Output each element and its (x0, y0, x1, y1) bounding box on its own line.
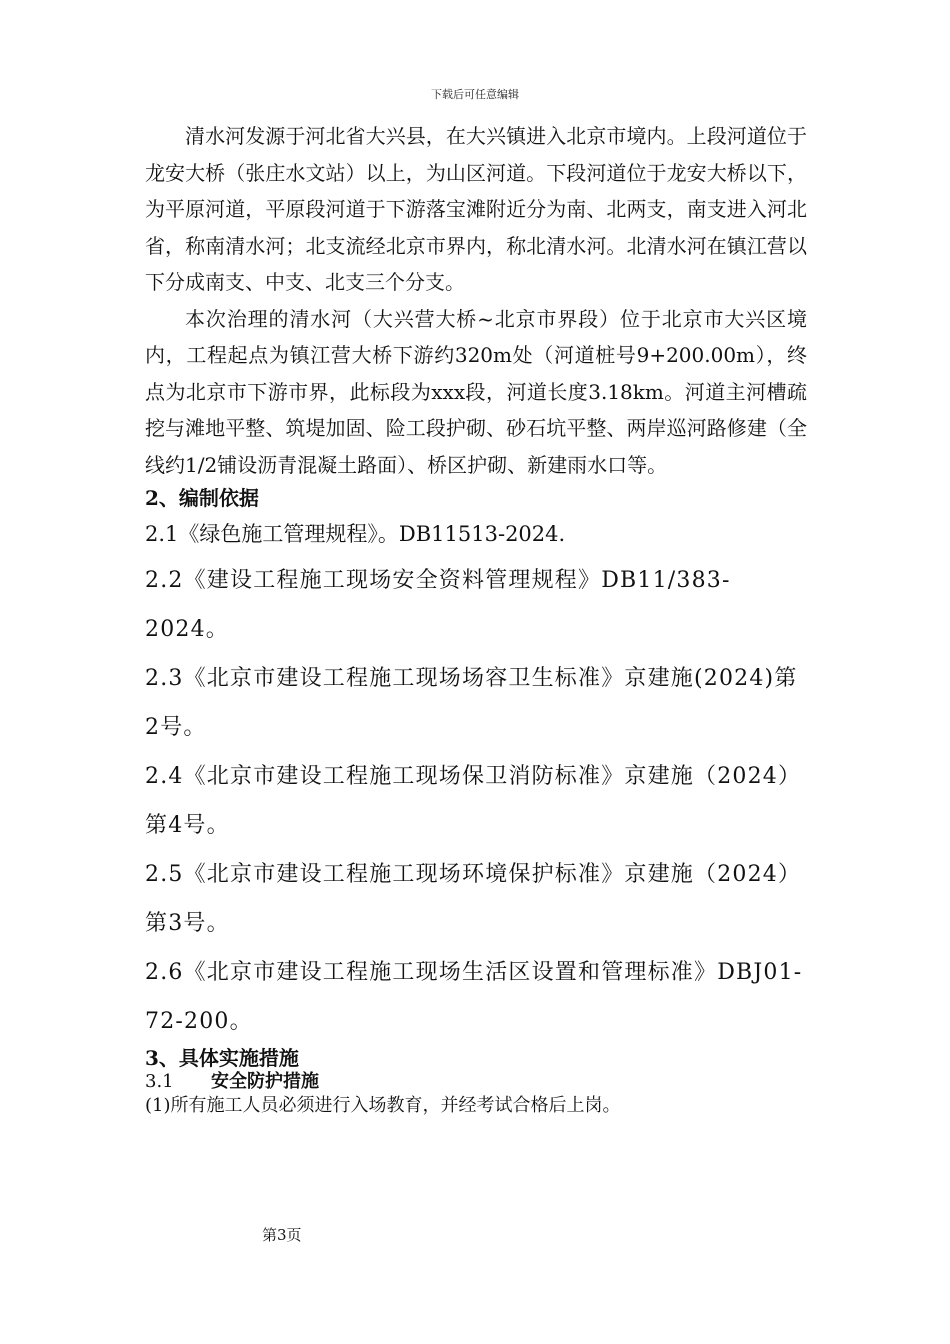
section-heading-basis: 2、编制依据 (145, 486, 259, 510)
reference-item: 2.5《北京市建设工程施工现场环境保护标准》京建施（2024）第3号。 (145, 862, 802, 936)
reference-item: 2.3《北京市建设工程施工现场场容卫生标准》京建施(2024)第2号。 (145, 666, 798, 740)
reference-item: 2.2《建设工程施工现场安全资料管理规程》DB11/383-2024。 (145, 568, 731, 642)
intro-paragraph: 清水河发源于河北省大兴县，在大兴镇进入北京市境内。上段河道位于龙安大桥（张庄水文站）以上，为山区河道。下段河道位于龙安大桥以下，为平原河道，平原段河道于下游落宝滩附近分为南、北两支，南支进入河北省，称南清水河；北支流经北京市界内，称北清水河。北清水河在镇江营以下分成南支、中支、北支三个分支。 (145, 124, 807, 294)
document-body (145, 118, 807, 1119)
reference-item: 2.4《北京市建设工程施工现场保卫消防标准》京建施（2024）第4号。 (145, 764, 802, 838)
scope-paragraph: 本次治理的清水河（大兴营大桥~北京市界段）位于北京市大兴区境内，工程起点为镇江营大桥下游约320m处（河道桩号9+200.00m），终点为北京市下游市界，此标段为xxx段，河道长度3.18km。河道主河槽疏挖与滩地平整、筑堤加固、险工段护砌、砂石坑平整、两岸巡河路修建（全线约1/2铺设沥青混凝土路面）、桥区护砌、新建雨水口等。 (145, 306, 807, 477)
page-header: 下载后可任意编辑 (431, 88, 519, 101)
subsection-heading-safety (145, 1071, 807, 1093)
reference-item: 2.1《绿色施工管理规程》。DB11513-2024. (145, 522, 566, 546)
list-item: (1)所有施工人员必须进行入场教育，并经考试合格后上岗。 (145, 1095, 621, 1116)
reference-item: 2.6《北京市建设工程施工现场生活区设置和管理标准》DBJ01-72-200。 (145, 960, 803, 1034)
section-heading-measures: 3、具体实施措施 (145, 1046, 299, 1070)
subsection-title: 安全防护措施 (211, 1071, 319, 1092)
subsection-number: 3.1 (145, 1071, 174, 1092)
page-number: 第3页 (262, 1226, 302, 1244)
